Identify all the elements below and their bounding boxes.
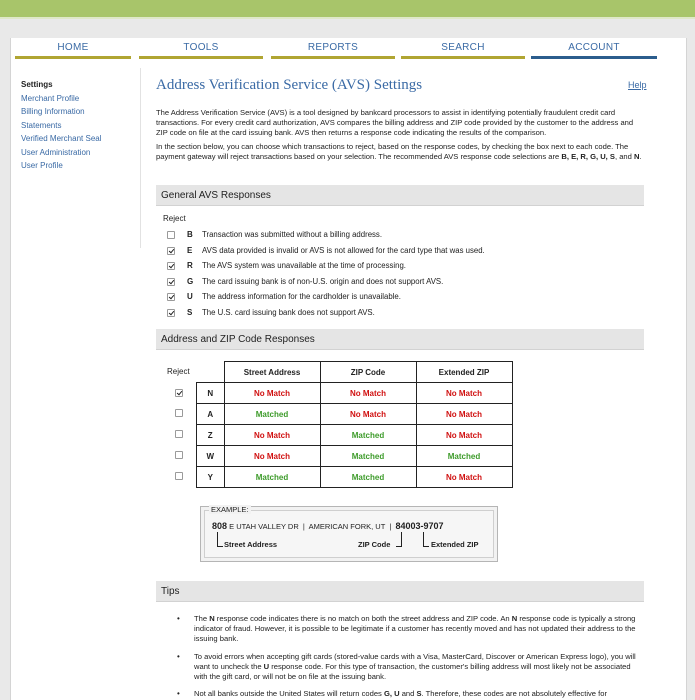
main-nav — [10, 39, 685, 59]
table-row — [197, 425, 513, 446]
nav-reports-label: REPORTS — [307, 42, 359, 53]
code-r: R — [187, 261, 193, 270]
address-zip-table — [196, 361, 513, 488]
desc-e: AVS data provided is invalid or AVS is not allowed for the card type that was used. — [202, 246, 485, 255]
intro2-and: , and — [614, 152, 634, 161]
tip3-code3: S — [416, 689, 422, 698]
ext-bracket — [423, 532, 429, 547]
general-avs-header: General AVS Responses — [156, 185, 644, 206]
example-street-number: 808 — [212, 521, 228, 531]
row-code: W — [197, 446, 225, 467]
tip-3 — [194, 689, 644, 699]
cell-street: No Match — [224, 425, 320, 446]
checkbox-r[interactable] — [167, 262, 175, 270]
row-code: Y — [197, 467, 225, 488]
checkbox-a[interactable] — [175, 409, 183, 417]
checkbox-e[interactable] — [167, 247, 175, 255]
tip3-rest: . Therefore, these codes are not absolutely effective for — [421, 689, 608, 698]
cell-zip: Matched — [320, 425, 416, 446]
tip-2 — [194, 652, 644, 682]
sidebar-item-billing-information[interactable]: Billing Information — [21, 107, 85, 116]
desc-s: The U.S. card issuing bank does not support AVS. — [202, 308, 375, 317]
nav-tools[interactable] — [139, 39, 263, 59]
nav-account-bar — [531, 56, 657, 59]
browser-top-band — [0, 0, 695, 17]
table-header-row — [197, 362, 513, 383]
browser-top-divider — [0, 17, 695, 19]
cell-street: Matched — [224, 404, 320, 425]
example-street-name: E UTAH VALLEY DR — [229, 522, 299, 531]
sidebar-item-verified-merchant-seal[interactable]: Verified Merchant Seal — [21, 134, 102, 143]
example-inner — [204, 510, 494, 558]
tip1-code: N — [209, 614, 215, 623]
nav-account-label: ACCOUNT — [568, 42, 620, 53]
desc-b: Transaction was submitted without a billing address. — [202, 230, 382, 239]
address-zip-header: Address and ZIP Code Responses — [156, 329, 644, 350]
bullet-2: • — [177, 652, 180, 661]
intro2-codes: B, E, R, G, U, S — [561, 152, 615, 161]
example-street-caption: Street Address — [224, 540, 278, 549]
example-city: AMERICAN FORK, UT — [308, 522, 386, 531]
cell-extended-zip: No Match — [416, 383, 512, 404]
cell-street: Matched — [224, 467, 320, 488]
zip-reject-label: Reject — [167, 367, 190, 376]
sidebar — [21, 78, 131, 173]
tip2-rest: response code. For this type of transaction, the customer's billing address will most likely not be associated with the gift card, or will not be on file at the issuing bank. — [194, 662, 631, 681]
cell-extended-zip: No Match — [416, 404, 512, 425]
header-blank — [197, 362, 225, 383]
intro2-end: . — [639, 152, 642, 161]
desc-g: The card issuing bank is of non-U.S. origin and does not support AVS. — [202, 277, 444, 286]
tip1-rest: response code is typically a strong indicator of fraud. However, it is possible to be legitimate if a customer has recently moved and has not updated their address to the issuing bank. — [194, 614, 636, 643]
tip2-code: U — [263, 662, 270, 671]
checkbox-w[interactable] — [175, 451, 183, 459]
code-e: E — [187, 246, 193, 255]
code-u: U — [187, 292, 193, 301]
zip-bracket — [396, 532, 402, 547]
cell-extended-zip: No Match — [416, 467, 512, 488]
desc-u: The address information for the cardholder is unavailable. — [202, 292, 401, 301]
header-street-address: Street Address — [224, 362, 320, 383]
nav-reports-bar — [271, 56, 395, 59]
nav-search-label: SEARCH — [441, 42, 485, 53]
tip-1 — [194, 614, 644, 644]
tip2-pre: To avoid errors when accepting gift cards (stored-value cards with a Visa, MasterCard, Discover or American Express logo), you will want to uncheck the — [194, 652, 636, 671]
nav-tools-label: TOOLS — [183, 42, 219, 53]
cell-street: No Match — [224, 446, 320, 467]
row-code: Z — [197, 425, 225, 446]
sidebar-item-user-profile[interactable]: User Profile — [21, 161, 63, 170]
row-code: N — [197, 383, 225, 404]
example-zip-caption: ZIP Code — [358, 540, 391, 549]
cell-zip: No Match — [320, 383, 416, 404]
checkbox-u[interactable] — [167, 293, 175, 301]
tip3-pre: Not all banks outside the United States will return codes — [194, 689, 384, 698]
cell-extended-zip: No Match — [416, 425, 512, 446]
nav-tools-bar — [139, 56, 263, 59]
checkbox-z[interactable] — [175, 430, 183, 438]
intro2-text: In the section below, you can choose which transactions to reject, based on the response codes, by checking the box next to each code. The payment gateway will reject transactions based on your selection. The recommended AVS response code selections are — [156, 142, 629, 161]
example-ext-caption: Extended ZIP — [431, 540, 479, 549]
general-reject-label: Reject — [163, 214, 186, 223]
checkbox-b[interactable] — [167, 231, 175, 239]
intro-paragraph-2 — [156, 142, 644, 162]
tip1-mid: response code indicates there is no match on both the street address and ZIP code. An — [214, 614, 512, 623]
example-address-box — [200, 506, 498, 562]
header-extended-zip: Extended ZIP — [416, 362, 512, 383]
street-bracket — [217, 532, 223, 547]
sidebar-item-user-administration[interactable]: User Administration — [21, 147, 91, 157]
code-g: G — [187, 277, 194, 286]
code-s: S — [187, 308, 193, 317]
table-row — [197, 446, 513, 467]
example-address-line — [212, 521, 444, 531]
row-code: A — [197, 404, 225, 425]
table-row — [197, 404, 513, 425]
sidebar-item-merchant-profile[interactable]: Merchant Profile — [21, 93, 80, 103]
tip3-and: and — [399, 689, 417, 698]
sidebar-item-statements[interactable]: Statements — [21, 120, 62, 130]
cell-zip: Matched — [320, 446, 416, 467]
nav-home-label: HOME — [57, 42, 89, 53]
nav-search-bar — [401, 56, 525, 59]
desc-r: The AVS system was unavailable at the time of processing. — [202, 261, 406, 270]
bullet-3: • — [177, 689, 180, 698]
intro2-last-code: N — [633, 152, 640, 161]
cell-zip: Matched — [320, 467, 416, 488]
nav-account[interactable] — [531, 39, 657, 59]
checkbox-s[interactable] — [167, 309, 175, 317]
help-link[interactable]: Help — [628, 80, 647, 90]
example-zip: 84003-9707 — [395, 521, 444, 531]
checkbox-n[interactable] — [175, 389, 183, 397]
table-row — [197, 383, 513, 404]
tips-header: Tips — [156, 581, 644, 602]
table-row — [197, 467, 513, 488]
example-sep-2: | — [389, 522, 392, 531]
checkbox-g[interactable] — [167, 278, 175, 286]
nav-search[interactable] — [401, 39, 525, 59]
tip1-pre: The — [194, 614, 210, 623]
nav-home[interactable] — [15, 39, 131, 59]
cell-street: No Match — [224, 383, 320, 404]
example-label: EXAMPLE: — [211, 505, 249, 514]
example-sep-1: | — [302, 522, 305, 531]
tip1-code2: N — [511, 614, 518, 623]
cell-zip: No Match — [320, 404, 416, 425]
nav-home-bar — [15, 56, 131, 59]
sidebar-item-settings[interactable]: Settings — [21, 80, 53, 89]
nav-reports[interactable] — [271, 39, 395, 59]
sidebar-divider — [140, 68, 141, 248]
bullet-1: • — [177, 614, 180, 623]
page-title: Address Verification Service (AVS) Settings — [156, 77, 423, 93]
checkbox-y[interactable] — [175, 472, 183, 480]
cell-extended-zip: Matched — [416, 446, 512, 467]
code-b: B — [187, 230, 193, 239]
intro-paragraph-1: The Address Verification Service (AVS) is a tool designed by bankcard processors to assist in identifying potentially fraudulent credit card transactions. For every credit card authorization, AVS compares the billing address and ZIP code provided by the customer to the address and ZIP code on file at the card issuing bank. AVS then returns a response code indicating the results of the comparison. — [156, 108, 634, 137]
header-zip-code: ZIP Code — [320, 362, 416, 383]
tip3-codes: G, U — [383, 689, 400, 698]
